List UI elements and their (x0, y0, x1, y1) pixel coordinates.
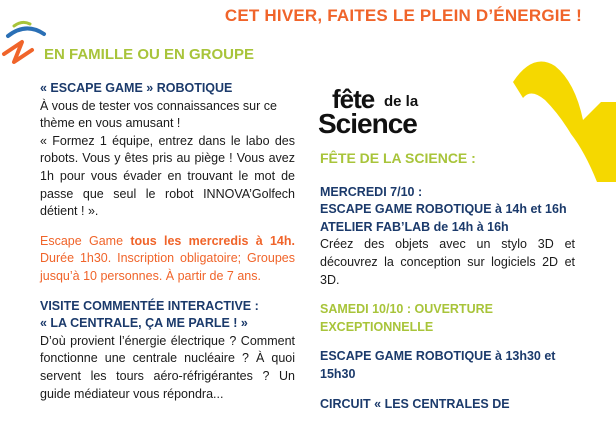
logo-text-science: Science (318, 108, 417, 139)
wednesday-atelier: ATELIER FAB’LAB de 14h à 16h (320, 219, 509, 234)
right-column (320, 150, 575, 413)
wednesday-date: MERCREDI 7/10 : (320, 184, 423, 199)
visit-title-line2: « LA CENTRALE, ÇA ME PARLE ! » (40, 316, 248, 331)
logo-text-de-la: de la (384, 93, 419, 110)
logo-text-fete: fête (332, 84, 375, 114)
saturday-escape-game: ESCAPE GAME ROBOTIQUE à 13h30 et 15h30 (320, 349, 556, 381)
escape-game-info-lead: Escape Game (40, 233, 131, 248)
escape-game-description: « Formez 1 équipe, entrez dans le labo des robots. Vous y êtes pris au piège ! Vous avez 1h pour vous évader en trouvant le mot de passe que seul le robot INNOVA’Golfech détient ! ». (40, 133, 295, 219)
left-column (40, 80, 295, 403)
fete-science-title: FÊTE DE LA SCIENCE : (320, 150, 476, 166)
circuit-title: CIRCUIT « LES CENTRALES DE (320, 396, 510, 411)
wednesday-atelier-description: Créez des objets avec un stylo 3D et découvrez la conception sur logiciels 2D et 3D. (320, 237, 575, 287)
escape-game-info (40, 233, 295, 286)
visit-description: D’où provient l’énergie électrique ? Comment fonctionne une centrale nucléaire ? À quoi servent les tours aéro-réfrigérantes ? Un guide médiateur vous répondra... (40, 333, 295, 401)
escape-game-title: « ESCAPE GAME » ROBOTIQUE (40, 81, 233, 95)
escape-game-intro: À vous de tester vos connaissances sur ce thème en vous amusant ! (40, 98, 277, 131)
section-title: EN FAMILLE OU EN GROUPE (44, 46, 255, 63)
fete-de-la-science-logo (318, 84, 448, 140)
decorative-swirl-graphic (0, 14, 60, 74)
wednesday-escape-game: ESCAPE GAME ROBOTIQUE à 14h et 16h (320, 202, 567, 217)
page-header-title: CET HIVER, FAITES LE PLEIN D’ÉNERGIE ! (224, 6, 582, 25)
visit-title-line1: VISITE COMMENTÉE INTERACTIVE : (40, 298, 259, 313)
escape-game-schedule: tous les mercredis à 14h. (130, 233, 295, 248)
escape-game-details: Durée 1h30. Inscription obligatoire; Groupes jusqu’à 10 personnes. À partir de 7 ans. (40, 251, 295, 283)
saturday-title: SAMEDI 10/10 : OUVERTURE EXCEPTIONNELLE (320, 302, 493, 334)
